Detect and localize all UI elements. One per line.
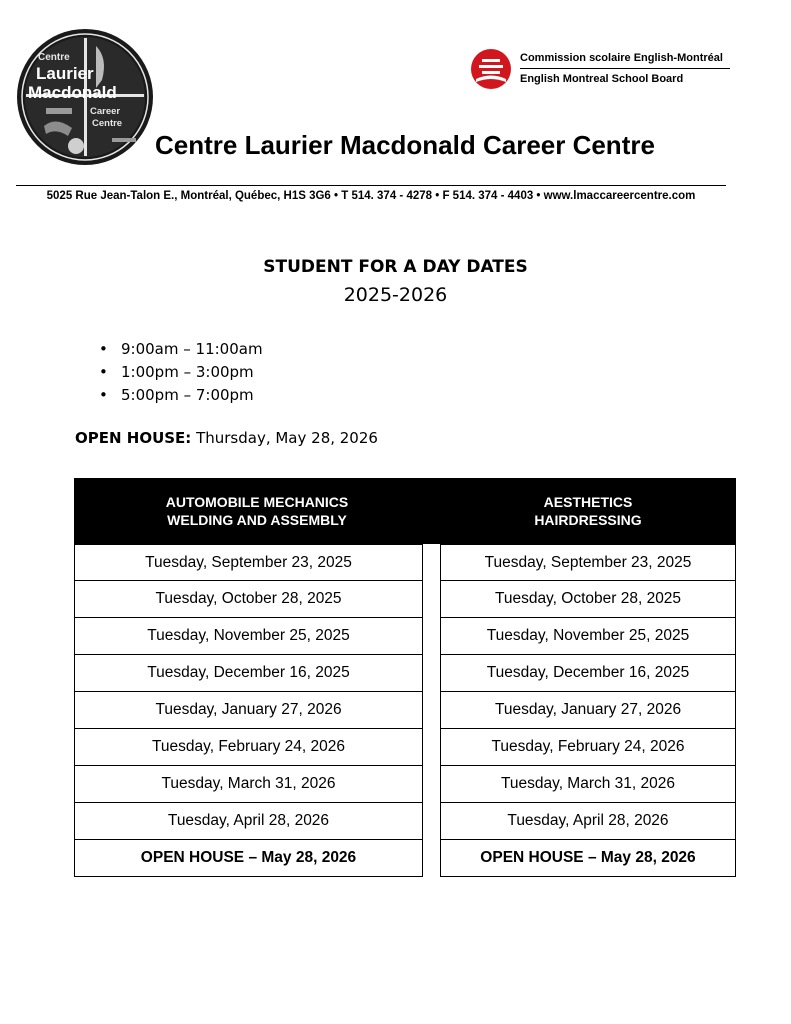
time-slot	[97, 384, 263, 407]
centre-logo-graphic	[16, 28, 154, 166]
school-board-logo	[470, 46, 732, 92]
time-slot-text: 5:00pm – 7:00pm	[121, 386, 254, 404]
date-cell: Tuesday, March 31, 2026	[74, 766, 423, 803]
school-title: Centre Laurier Macdonald Career Centre	[155, 130, 655, 160]
header-divider	[16, 185, 726, 186]
date-cell: Tuesday, March 31, 2026	[440, 766, 736, 803]
date-cell: Tuesday, December 16, 2025	[74, 655, 423, 692]
board-name-english: English Montreal School Board	[520, 73, 684, 85]
time-slot	[97, 338, 263, 361]
table-header-line: WELDING AND ASSEMBLY	[167, 512, 347, 528]
date-cell: Tuesday, January 27, 2026	[440, 692, 736, 729]
time-slot	[97, 361, 263, 384]
logo-text-centre: Centre	[38, 52, 70, 63]
open-house-line	[75, 429, 378, 447]
board-name-french: Commission scolaire English-Montréal	[520, 52, 723, 64]
table-header-line: AESTHETICS	[543, 494, 633, 510]
document-title: STUDENT FOR A DAY DATES	[263, 257, 528, 277]
date-cell: Tuesday, January 27, 2026	[74, 692, 423, 729]
date-cell: Tuesday, September 23, 2025	[74, 544, 423, 581]
date-cell: Tuesday, December 16, 2025	[440, 655, 736, 692]
automobile-welding-dates-table	[74, 478, 423, 877]
date-cell: Tuesday, October 28, 2025	[74, 581, 423, 618]
date-cell: Tuesday, November 25, 2025	[74, 618, 423, 655]
table-header	[440, 478, 736, 544]
board-divider	[520, 68, 730, 69]
date-cell: Tuesday, October 28, 2025	[440, 581, 736, 618]
bullet-icon: •	[99, 340, 108, 358]
date-cell: Tuesday, February 24, 2026	[74, 729, 423, 766]
document-year: 2025-2026	[343, 284, 448, 306]
date-cell: Tuesday, February 24, 2026	[440, 729, 736, 766]
logo-text-career: Career	[90, 106, 121, 117]
open-house-cell: OPEN HOUSE – May 28, 2026	[74, 840, 423, 877]
table-header	[74, 478, 440, 544]
table-header-line: HAIRDRESSING	[534, 512, 642, 528]
logo-text-centre-2: Centre	[92, 118, 123, 129]
address-line: 5025 Rue Jean-Talon E., Montréal, Québec, H1S 3G6 • T 514. 374 - 4278 • F 514. 374 - 4403 • www.lmaccareercentre.com	[46, 190, 696, 202]
date-cell: Tuesday, April 28, 2026	[440, 803, 736, 840]
centre-logo	[16, 28, 154, 166]
open-house-date: Thursday, May 28, 2026	[191, 429, 378, 447]
table-header-line: AUTOMOBILE MECHANICS	[165, 494, 349, 510]
date-cell: Tuesday, November 25, 2025	[440, 618, 736, 655]
logo-text-macdonald: Macdonald	[28, 83, 117, 102]
bullet-icon: •	[99, 363, 108, 381]
open-house-cell: OPEN HOUSE – May 28, 2026	[440, 840, 736, 877]
time-slots-list	[97, 338, 263, 407]
date-cell: Tuesday, September 23, 2025	[440, 544, 736, 581]
bullet-icon: •	[99, 386, 108, 404]
time-slot-text: 9:00am – 11:00am	[121, 340, 263, 358]
logo-text-laurier: Laurier	[36, 64, 94, 83]
date-cell: Tuesday, April 28, 2026	[74, 803, 423, 840]
school-board-emblem-icon	[470, 48, 512, 90]
aesthetics-hairdressing-dates-table	[440, 478, 736, 877]
open-house-label: OPEN HOUSE:	[75, 429, 192, 447]
time-slot-text: 1:00pm – 3:00pm	[121, 363, 254, 381]
